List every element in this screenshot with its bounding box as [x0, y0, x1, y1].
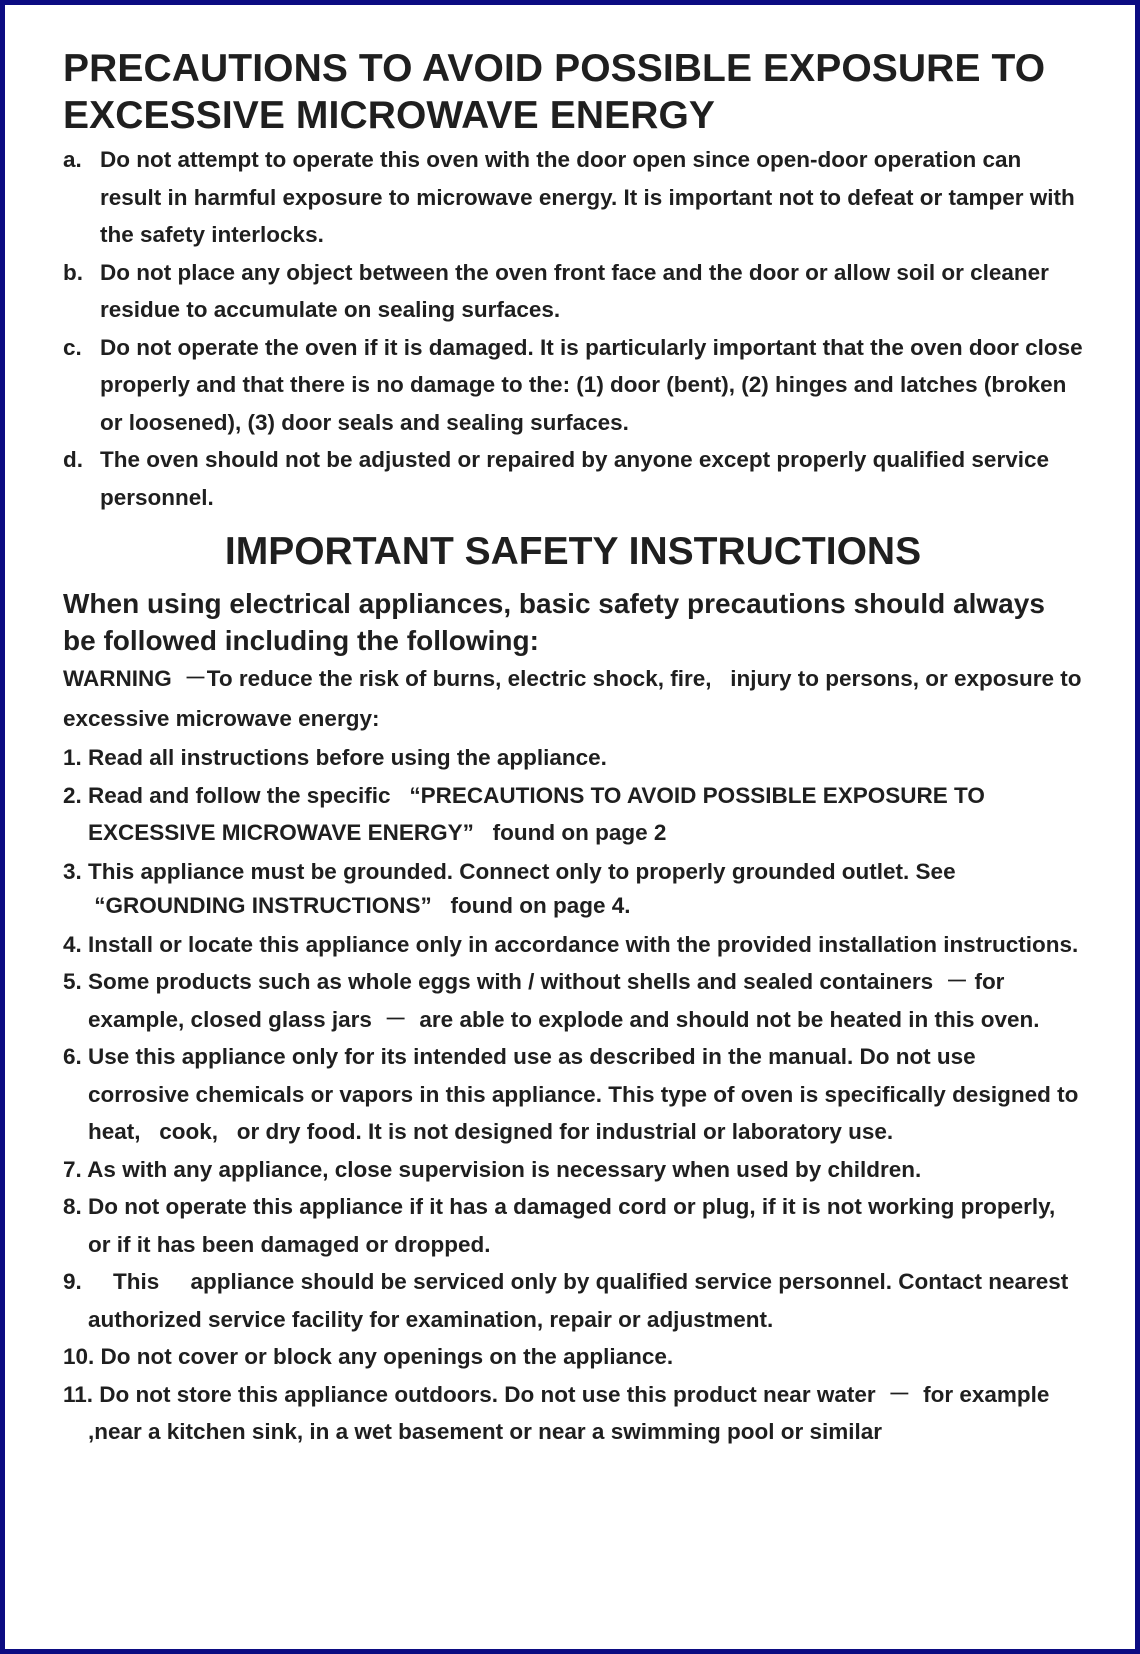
precaution-item: [63, 329, 1083, 442]
instruction-item: 5. Some products such as whole eggs with / without shells and sealed containers － for example, closed glass jars － are able to explode and should not be heated in this oven.: [63, 969, 1040, 1032]
list-marker: d.: [63, 447, 83, 472]
instruction-item: 6. Use this appliance only for its intended use as described in the manual. Do not use corrosive chemicals or vapors in this appliance. This type of oven is specifically designed to heat, cook, or dry food. It is not designed for industrial or laboratory use.: [63, 1044, 1085, 1144]
instruction-item: 11. Do not store this appliance outdoors. Do not use this product near water － for example ,near a kitchen sink, in a wet basement or near a swimming pool or similar: [63, 1381, 1056, 1444]
precaution-item: [63, 441, 1083, 516]
precaution-text: The oven should not be adjusted or repaired by anyone except properly qualified service personnel.: [100, 447, 1049, 510]
instruction-item: 8. Do not operate this appliance if it has a damaged cord or plug, if it is not working properly, or if it has been damaged or dropped.: [63, 1194, 1062, 1257]
precaution-item: [63, 141, 1083, 254]
list-marker: b.: [63, 259, 83, 285]
instruction-item: 2. Read and follow the specific “PRECAUTIONS TO AVOID POSSIBLE EXPOSURE TO EXCESSIVE MICROWAVE ENERGY” found on page 2: [63, 782, 992, 845]
instruction-item: 10. Do not cover or block any openings on the appliance.: [63, 1344, 674, 1369]
precautions-title: PRECAUTIONS TO AVOID POSSIBLE EXPOSURE TO EXCESSIVE MICROWAVE ENERGY: [63, 47, 1046, 137]
precaution-text: Do not place any object between the oven front face and the door or allow soil or cleaner residue to accumulate on sealing surfaces.: [100, 259, 1049, 322]
safety-instructions-list: [63, 739, 1083, 1451]
precaution-text: Do not operate the oven if it is damaged. It is particularly important that the oven door close properly and that there is no damage to the: (1) door (bent), (2) hinges and latches (broken or loosened), (3) door seals and sealing surfaces.: [100, 334, 1083, 435]
list-marker: c.: [63, 334, 82, 360]
instruction-item: 1. Read all instructions before using the appliance.: [63, 745, 607, 770]
list-marker: a.: [63, 147, 82, 172]
instruction-item: 7. As with any appliance, close supervision is necessary when used by children.: [63, 1156, 922, 1182]
warning-text: WARNING －To reduce the risk of burns, electric shock, fire, injury to persons, or exposure to excessive microwave energy:: [63, 666, 1082, 731]
precaution-item: [63, 254, 1083, 329]
safety-intro: When using electrical appliances, basic safety precautions should always be followed including the following:: [63, 588, 1045, 656]
instruction-item: 4. Install or locate this appliance only in accordance with the provided installation instructions.: [63, 931, 1079, 957]
page-content: [63, 45, 1083, 1451]
instruction-item: 9. This appliance should be serviced only by qualified service personnel. Contact nearest authorized service facility for examination, repair or adjustment.: [63, 1269, 1075, 1332]
safety-title: IMPORTANT SAFETY INSTRUCTIONS: [224, 530, 922, 573]
precaution-text: Do not attempt to operate this oven with the door open since open-door operation can result in harmful exposure to microwave energy. It is important not to defeat or tamper with the safety interlocks.: [100, 147, 1075, 247]
instruction-item: 3. This appliance must be grounded. Connect only to properly grounded outlet. See “GROUNDING INSTRUCTIONS” found on page 4.: [63, 858, 962, 918]
precautions-list: [63, 141, 1083, 516]
